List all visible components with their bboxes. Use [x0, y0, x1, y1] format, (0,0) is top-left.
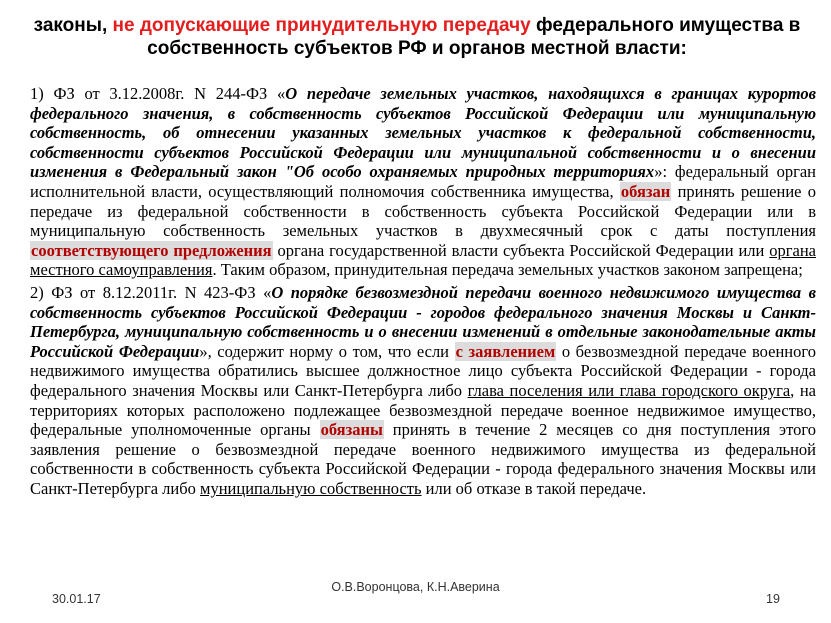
underlined-municipal-heads: глава поселения или глава городского округа: [467, 380, 791, 400]
law-name: О передаче земельных участков, находящихся в границах курортов федерального значения, в собственность субъектов Российской Федерации или муниципальную собственность, об отнесении указанных земельных участков к федеральной собственности, собственности субъектов Российской Федерации или муниципальной собственности и о внесении изменения в Федеральный закон "Об особо охраняемых природных территориях: [30, 84, 816, 182]
slide-body: [30, 84, 816, 501]
highlight-proposal: соответствующего предложения: [31, 240, 272, 260]
title-text: федерального имущества в собственность субъектов РФ и органов местной власти:: [147, 15, 801, 59]
footer-date: 30.01.17: [52, 592, 101, 606]
paragraph-text: принять в течение 2 месяцев со дня поступления этого заявления решение о безвозмездной передаче военного недвижимого имущества из федеральной собственности в собственность субъекта Российской Федерации - города федерального значения Москвы или Санкт-Петербурга либо: [30, 420, 816, 498]
law-name: О порядке безвозмездной передачи военного недвижимого имущества в собственность субъектов Российской Федерации - городов федерального значения Москвы и Санкт-Петербурга, муниципальную собственность и о внесении изменений в отдельные законодательные акты Российской Федерации: [30, 282, 816, 361]
law-paragraph-423: [30, 283, 816, 499]
paragraph-text: . Таким образом, принудительная передача земельных участков законом запрещена;: [212, 260, 803, 280]
paragraph-text: »: федеральный орган исполнительной власти, осуществляющий полномочия собственника имущества,: [30, 162, 816, 201]
paragraph-text: о безвозмездной передаче военного недвижимого имущества обратились высшее должностное лицо субъекта Российской Федерации - города федерального значения Москвы или Санкт-Петербурга либо: [30, 341, 816, 400]
highlight-application: с заявлением: [455, 341, 556, 361]
title-emphasis: не допускающие принудительную передачу: [112, 15, 531, 36]
highlight-obligated: обязаны: [320, 420, 383, 440]
paragraph-text: », содержит норму о том, что если: [199, 341, 455, 361]
underlined-local-government: органа местного самоуправления: [30, 240, 816, 280]
paragraph-text: , на территориях которых расположено подлежащее безвозмездной передаче военное недвижимое имущество, федеральные уполномоченные органы: [30, 380, 816, 440]
underlined-municipal-property: муниципальную собственность: [200, 478, 422, 498]
highlight-obligated: обязан: [620, 181, 671, 201]
title-text: законы,: [33, 15, 113, 36]
paragraph-text: или об отказе в такой передаче.: [421, 478, 647, 498]
paragraph-text: принять решение о передаче из федеральной собственности в собственность субъекта Российской Федерации или в муниципальную собственность земельных участков в двухмесячный срок с даты поступления: [30, 181, 817, 241]
law-reference: 1) ФЗ от 3.12.2008г. N 244-ФЗ «: [30, 84, 286, 103]
law-paragraph-244: [30, 84, 816, 280]
page-number: 19: [766, 592, 780, 606]
footer-authors: О.В.Воронцова, К.Н.Аверина: [331, 580, 500, 594]
slide-title: [32, 14, 802, 60]
paragraph-text: органа государственной власти субъекта Российской Федерации или: [272, 240, 770, 260]
law-reference: 2) ФЗ от 8.12.2011г. N 423-ФЗ «: [30, 282, 272, 302]
